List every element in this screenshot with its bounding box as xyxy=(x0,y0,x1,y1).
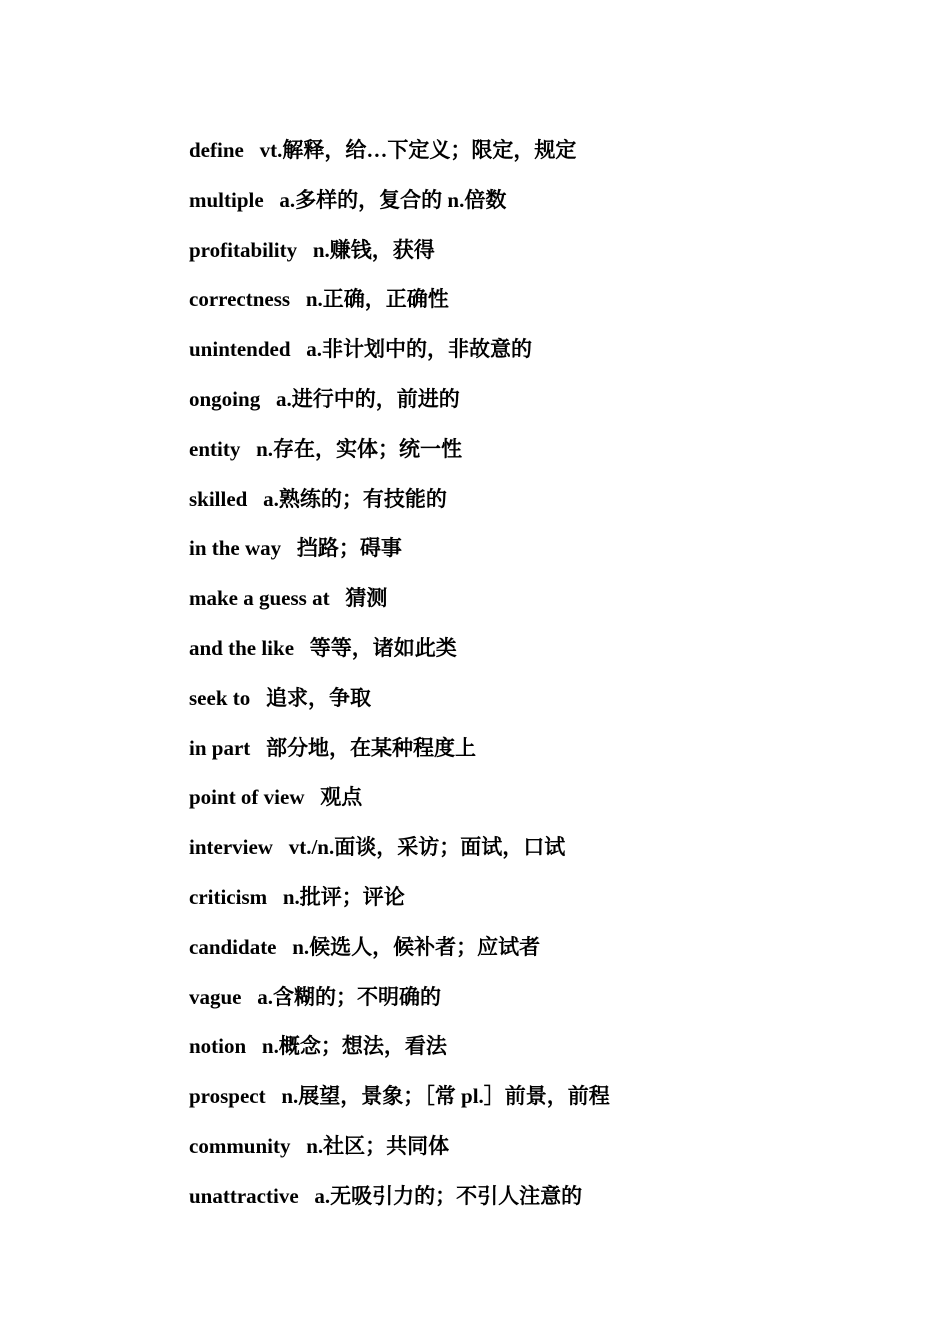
vocab-entry: multiple a.多样的，复合的 n.倍数 xyxy=(189,187,507,212)
vocab-entry: criticism n.批评；评论 xyxy=(189,884,405,909)
vocab-entry: seek to 追求，争取 xyxy=(189,685,371,710)
vocab-entry: unintended a.非计划中的，非故意的 xyxy=(189,337,533,362)
vocab-entry: define vt.解释，给…下定义；限定，规定 xyxy=(189,138,577,162)
vocab-entry: candidate n.候选人，候补者；应试者 xyxy=(189,934,541,959)
vocab-entry: correctness n.正确，正确性 xyxy=(189,287,449,312)
vocab-entry: make a guess at 猜测 xyxy=(189,586,388,611)
vocab-entry: interview vt./n.面谈，采访；面试，口试 xyxy=(189,835,566,860)
vocab-entry: entity n.存在，实体；统一性 xyxy=(189,436,462,461)
vocab-entry: point of view 观点 xyxy=(189,785,363,810)
vocab-entry: unattractive a.无吸引力的；不引人注意的 xyxy=(189,1183,583,1208)
vocab-entry: community n.社区；共同体 xyxy=(189,1133,450,1158)
vocab-entry: vague a.含糊的；不明确的 xyxy=(189,984,441,1009)
vocab-entry: ongoing a.进行中的，前进的 xyxy=(189,386,460,411)
vocab-entry: in the way 挡路；碍事 xyxy=(189,536,402,561)
vocab-entry: notion n.概念；想法，看法 xyxy=(189,1034,447,1059)
vocab-entry: prospect n.展望，景象；［常 pl.］前景，前程 xyxy=(189,1084,610,1109)
vocabulary-list xyxy=(189,133,610,1229)
vocab-entry: and the like 等等，诸如此类 xyxy=(189,635,457,660)
vocab-entry: in part 部分地，在某种程度上 xyxy=(189,735,477,760)
vocab-entry: profitability n.赚钱，获得 xyxy=(189,237,435,262)
vocab-entry: skilled a.熟练的；有技能的 xyxy=(189,486,447,511)
